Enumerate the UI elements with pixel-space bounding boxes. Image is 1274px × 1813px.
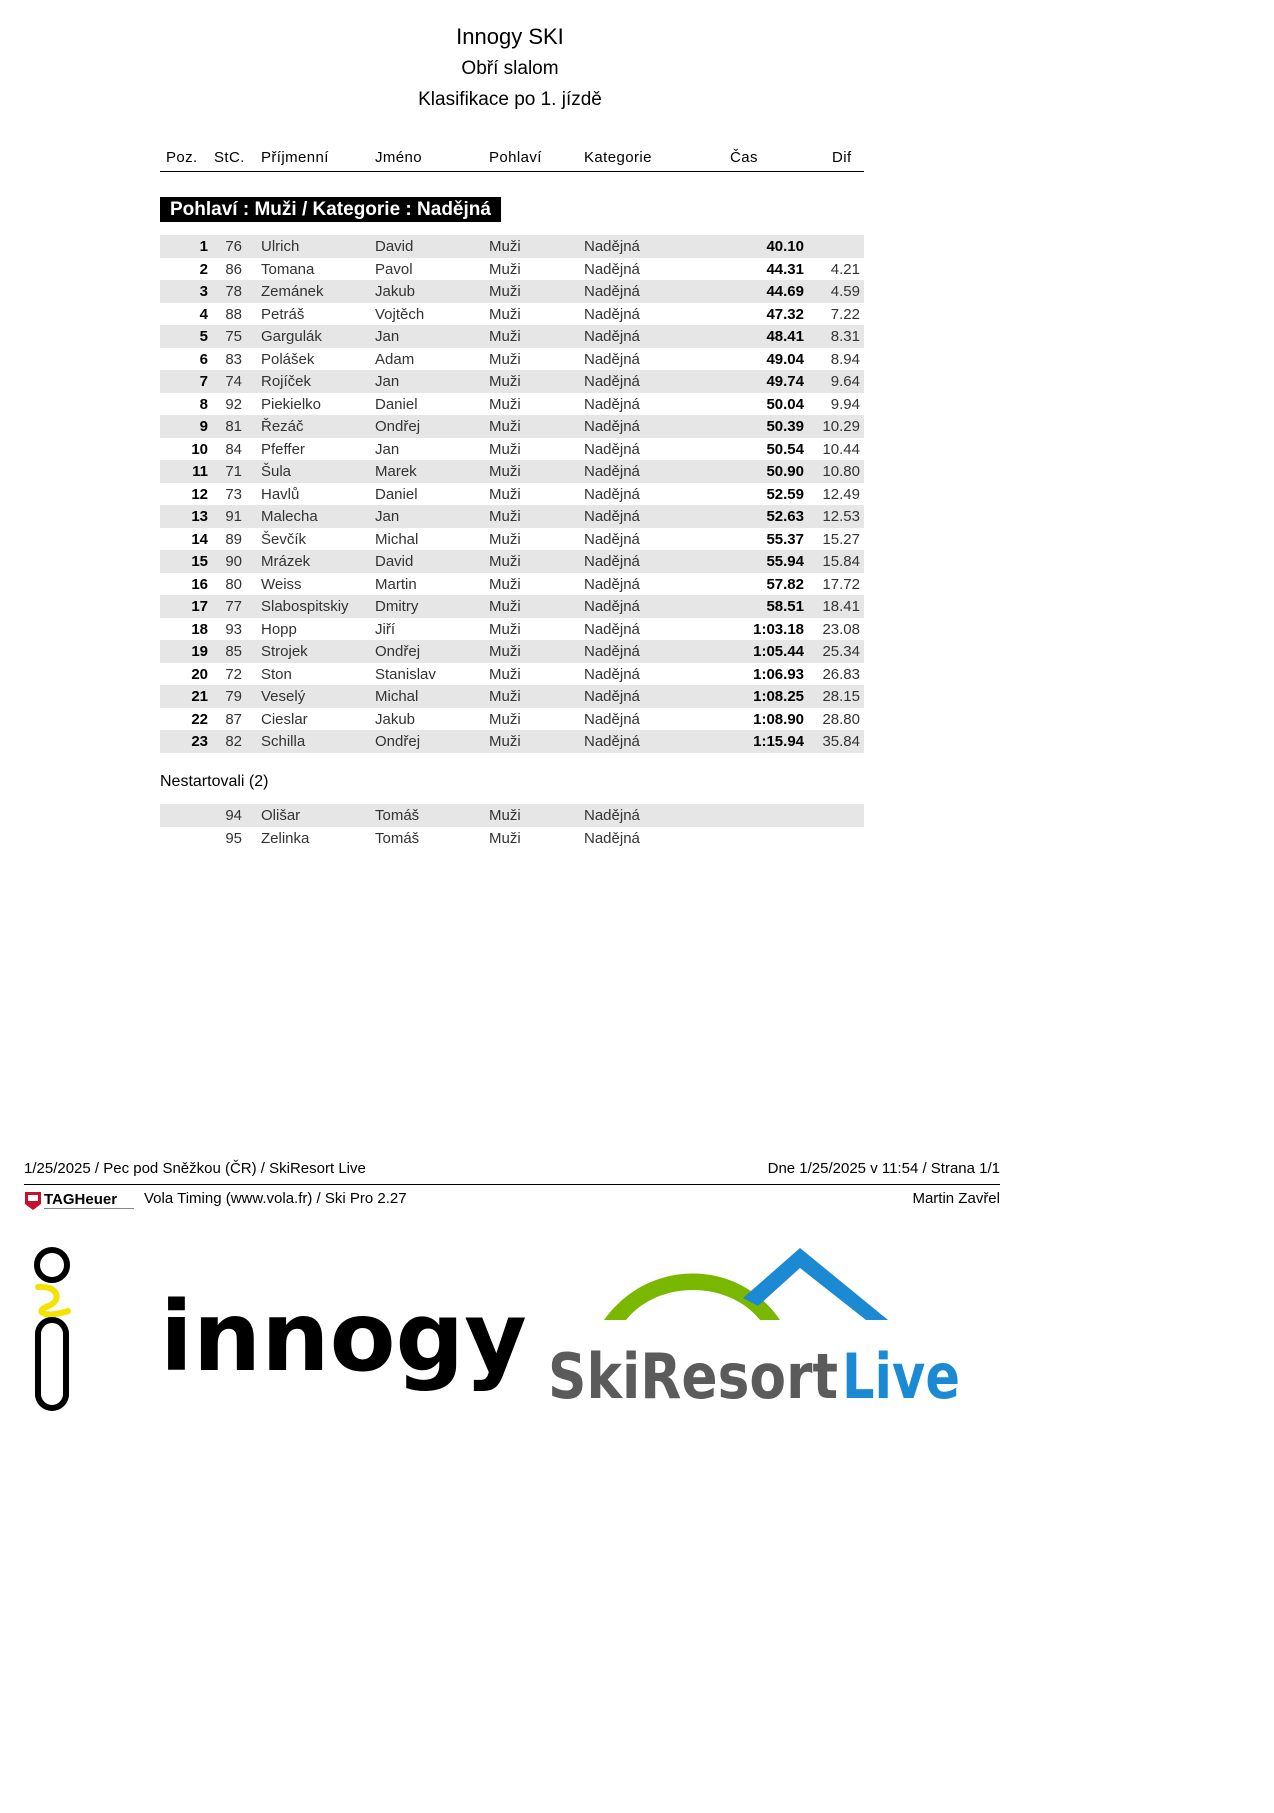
dif-cell: 4.21 [830, 260, 860, 278]
rank-cell: 14 [191, 530, 208, 548]
bib-cell: 71 [225, 463, 242, 480]
name-cell: Jakub [375, 283, 416, 300]
time-cell: 1:06.93 [753, 665, 804, 683]
bib-cell: 94 [225, 807, 242, 824]
bib-cell: 75 [225, 328, 242, 345]
dif-cell: 28.80 [822, 710, 860, 728]
bib-cell: 89 [225, 530, 242, 548]
sex-cell: Muži [489, 463, 521, 480]
name-cell: Daniel [375, 485, 418, 503]
bib-cell: 93 [225, 620, 242, 638]
results-table [160, 235, 864, 753]
name-cell: Stanislav [375, 665, 436, 683]
table-row [160, 618, 864, 641]
dif-cell: 26.83 [822, 665, 860, 683]
surname-cell: Ulrich [261, 238, 300, 255]
rank-cell: 6 [199, 350, 208, 368]
rank-cell: 15 [191, 553, 208, 570]
surname-cell: Schilla [261, 733, 306, 750]
time-cell: 57.82 [766, 575, 804, 593]
footer-author: Martin Zavřel [912, 1190, 1000, 1207]
rank-cell: 22 [191, 710, 208, 728]
table-header-row [160, 145, 864, 172]
rank-cell: 2 [199, 260, 208, 278]
dif-cell: 10.44 [822, 440, 860, 458]
rank-cell: 13 [191, 508, 208, 525]
col-poz-header: Poz. [166, 149, 198, 166]
rank-cell: 17 [191, 598, 208, 615]
category-cell: Nadějná [584, 283, 640, 300]
sex-cell: Muži [489, 829, 521, 847]
surname-cell: Tomana [261, 260, 315, 278]
bib-cell: 79 [225, 688, 242, 705]
dif-cell: 15.84 [822, 553, 860, 570]
time-cell: 55.37 [766, 530, 804, 548]
skiresort-wordmark: SkiResort [548, 1340, 838, 1413]
name-cell: Marek [375, 463, 417, 480]
name-cell: Tomáš [375, 829, 420, 847]
tag-logo-text: TAGHeuer [44, 1191, 118, 1208]
time-cell: 52.63 [766, 508, 804, 525]
bib-cell: 77 [225, 598, 242, 615]
category-cell: Nadějná [584, 463, 640, 480]
surname-cell: Slabospitskiy [261, 598, 349, 615]
name-cell: Daniel [375, 395, 418, 413]
name-cell: Dmitry [375, 598, 419, 615]
sex-cell: Muži [489, 733, 521, 750]
name-cell: Michal [375, 688, 419, 705]
name-cell: Jiří [375, 620, 395, 638]
surname-cell: Gargulák [261, 328, 322, 345]
bib-cell: 74 [225, 373, 242, 390]
bib-cell: 84 [225, 440, 242, 458]
category-cell: Nadějná [584, 305, 640, 323]
rank-cell: 3 [199, 283, 208, 300]
rank-cell: 1 [199, 238, 208, 255]
table-row [160, 708, 864, 731]
bib-cell: 91 [225, 508, 242, 525]
time-cell: 1:15.94 [753, 733, 804, 750]
col-sex-header: Pohlaví [489, 149, 542, 166]
name-cell: Vojtěch [375, 305, 425, 323]
dif-cell: 9.64 [830, 373, 860, 390]
footer-timing: Vola Timing (www.vola.fr) / Ski Pro 2.27 [144, 1190, 407, 1207]
col-surname-header: Příjmenní [261, 149, 329, 166]
name-cell: Michal [375, 530, 419, 548]
rank-cell: 21 [191, 688, 208, 705]
event-title: Innogy SKI [456, 24, 564, 49]
time-cell: 50.39 [766, 418, 804, 435]
name-cell: Jan [375, 440, 400, 458]
sex-cell: Muži [489, 328, 521, 345]
category-cell: Nadějná [584, 260, 640, 278]
sex-cell: Muži [489, 440, 521, 458]
surname-cell: Ston [261, 665, 292, 683]
table-row [160, 280, 864, 303]
table-row [160, 685, 864, 708]
bib-cell: 87 [225, 710, 242, 728]
bib-cell: 83 [225, 350, 242, 368]
surname-cell: Malecha [261, 508, 318, 525]
surname-cell: Strojek [261, 643, 308, 660]
time-cell: 44.69 [766, 283, 804, 300]
category-cell: Nadějná [584, 328, 640, 345]
sex-cell: Muži [489, 807, 521, 824]
table-row [160, 370, 864, 393]
col-name-header: Jméno [375, 149, 423, 166]
sex-cell: Muži [489, 260, 521, 278]
rank-cell: 5 [199, 328, 208, 345]
category-cell: Nadějná [584, 530, 640, 548]
name-cell: Martin [375, 575, 417, 593]
dif-cell: 8.94 [830, 350, 860, 368]
dns-table [160, 804, 864, 849]
sex-cell: Muži [489, 485, 521, 503]
category-cell: Nadějná [584, 598, 640, 615]
col-stc-header: StC. [214, 149, 245, 166]
sex-cell: Muži [489, 530, 521, 548]
footer-page-info: Dne 1/25/2025 v 11:54 / Strana 1/1 [767, 1160, 1000, 1177]
category-cell: Nadějná [584, 350, 640, 368]
category-cell: Nadějná [584, 807, 640, 824]
rank-cell: 12 [191, 485, 208, 503]
table-row [160, 595, 864, 618]
surname-cell: Pfeffer [261, 440, 305, 458]
rank-cell: 10 [191, 440, 208, 458]
dif-cell: 18.41 [822, 598, 860, 615]
table-row [160, 505, 864, 528]
table-row [160, 730, 864, 753]
time-cell: 40.10 [766, 238, 804, 255]
time-cell: 55.94 [766, 553, 804, 570]
dif-cell: 10.29 [822, 418, 860, 435]
name-cell: Ondřej [375, 418, 421, 435]
time-cell: 52.59 [766, 485, 804, 503]
bib-cell: 80 [225, 575, 242, 593]
table-row [160, 460, 864, 483]
time-cell: 48.41 [766, 328, 804, 345]
sex-cell: Muži [489, 395, 521, 413]
table-row [160, 573, 864, 596]
footer-divider [24, 1184, 1000, 1185]
col-time-header: Čas [730, 149, 758, 166]
results-header [160, 145, 864, 172]
bib-cell: 95 [225, 829, 242, 847]
sex-cell: Muži [489, 283, 521, 300]
sex-cell: Muži [489, 575, 521, 593]
bib-cell: 78 [225, 283, 242, 300]
sex-cell: Muži [489, 710, 521, 728]
dns-row [160, 804, 864, 827]
dif-cell: 23.08 [822, 620, 860, 638]
surname-cell: Hopp [261, 620, 297, 638]
table-row [160, 235, 864, 258]
category-cell: Nadějná [584, 440, 640, 458]
bib-cell: 73 [225, 485, 242, 503]
name-cell: Jan [375, 508, 400, 525]
sex-cell: Muži [489, 620, 521, 638]
time-cell: 1:08.90 [753, 710, 804, 728]
dif-cell: 25.34 [822, 643, 860, 660]
surname-cell: Petráš [261, 305, 305, 323]
category-cell: Nadějná [584, 620, 640, 638]
time-cell: 49.74 [766, 373, 804, 390]
table-row [160, 663, 864, 686]
surname-cell: Rojíček [261, 373, 312, 390]
table-row [160, 550, 864, 573]
dif-cell: 8.31 [830, 328, 860, 345]
surname-cell: Havlů [261, 485, 300, 503]
time-cell: 50.04 [766, 395, 804, 413]
sex-cell: Muži [489, 665, 521, 683]
surname-cell: Zelinka [261, 829, 310, 847]
surname-cell: Zemánek [261, 283, 324, 300]
tagheuer-logo-icon [24, 1189, 136, 1213]
table-row [160, 483, 864, 506]
bib-cell: 82 [225, 733, 242, 750]
rank-cell: 18 [191, 620, 208, 638]
table-row [160, 415, 864, 438]
rank-cell: 23 [191, 733, 208, 750]
dif-cell: 12.49 [822, 485, 860, 503]
name-cell: Jakub [375, 710, 416, 728]
bib-cell: 88 [225, 305, 242, 323]
dif-cell: 9.94 [830, 395, 860, 413]
category-cell: Nadějná [584, 643, 640, 660]
table-row [160, 393, 864, 416]
col-dif-header: Dif [832, 149, 852, 166]
bib-cell: 72 [225, 665, 242, 683]
table-row [160, 640, 864, 663]
table-row [160, 258, 864, 281]
surname-cell: Ševčík [261, 530, 307, 548]
surname-cell: Olišar [261, 807, 301, 824]
table-row [160, 528, 864, 551]
name-cell: Pavol [375, 260, 413, 278]
dif-cell: 10.80 [822, 463, 860, 480]
surname-cell: Mrázek [261, 553, 311, 570]
time-cell: 44.31 [766, 260, 804, 278]
rank-cell: 9 [199, 418, 208, 435]
sex-cell: Muži [489, 238, 521, 255]
rank-cell: 4 [199, 305, 208, 323]
sex-cell: Muži [489, 508, 521, 525]
name-cell: Jan [375, 373, 400, 390]
category-cell: Nadějná [584, 710, 640, 728]
dif-cell: 28.15 [822, 688, 860, 705]
time-cell: 1:08.25 [753, 688, 804, 705]
sex-cell: Muži [489, 598, 521, 615]
surname-cell: Polášek [261, 350, 315, 368]
table-row [160, 348, 864, 371]
dif-cell: 17.72 [822, 575, 860, 593]
table-row [160, 438, 864, 461]
dns-title: Nestartovali (2) [160, 773, 269, 790]
bib-cell: 81 [225, 418, 242, 435]
surname-cell: Řezáč [261, 418, 304, 435]
time-cell: 58.51 [766, 598, 804, 615]
live-wordmark: Live [842, 1340, 960, 1413]
bib-cell: 85 [225, 643, 242, 660]
category-cell: Nadějná [584, 733, 640, 750]
category-cell: Nadějná [584, 665, 640, 683]
bib-cell: 76 [225, 238, 242, 255]
time-cell: 50.54 [766, 440, 804, 458]
dns-row [160, 827, 864, 850]
rank-cell: 11 [192, 463, 208, 480]
sex-cell: Muži [489, 553, 521, 570]
name-cell: Ondřej [375, 733, 421, 750]
bib-cell: 86 [225, 260, 242, 278]
time-cell: 1:05.44 [753, 643, 804, 660]
classification-title: Klasifikace po 1. jízdě [418, 89, 602, 110]
sex-cell: Muži [489, 305, 521, 323]
col-category-header: Kategorie [584, 149, 652, 166]
name-cell: David [375, 553, 414, 570]
sex-cell: Muži [489, 643, 521, 660]
category-cell: Nadějná [584, 238, 640, 255]
rank-cell: 8 [199, 395, 208, 413]
surname-cell: Piekielko [261, 395, 322, 413]
category-cell: Nadějná [584, 688, 640, 705]
category-cell: Nadějná [584, 395, 640, 413]
time-cell: 49.04 [766, 350, 804, 368]
category-cell: Nadějná [584, 485, 640, 503]
innogy-logo [28, 1245, 527, 1415]
surname-cell: Weiss [261, 575, 302, 593]
table-row [160, 303, 864, 326]
dif-cell: 35.84 [822, 733, 860, 750]
sex-cell: Muži [489, 418, 521, 435]
name-cell: Ondřej [375, 643, 421, 660]
sex-cell: Muži [489, 688, 521, 705]
time-cell: 1:03.18 [753, 620, 804, 638]
name-cell: David [375, 238, 414, 255]
category-cell: Nadějná [584, 829, 640, 847]
sex-cell: Muži [489, 350, 521, 368]
bib-cell: 90 [225, 553, 242, 570]
rank-cell: 19 [191, 643, 208, 660]
rank-cell: 20 [191, 665, 208, 683]
category-cell: Nadějná [584, 508, 640, 525]
category-cell: Nadějná [584, 553, 640, 570]
category-cell: Nadějná [584, 418, 640, 435]
dif-cell: 4.59 [830, 283, 860, 300]
innogy-wordmark: innogy [160, 1281, 527, 1393]
surname-cell: Cieslar [261, 710, 308, 728]
rank-cell: 16 [191, 575, 208, 593]
name-cell: Tomáš [375, 807, 420, 824]
dif-cell: 12.53 [822, 508, 860, 525]
name-cell: Jan [375, 328, 400, 345]
dif-cell: 15.27 [822, 530, 860, 548]
bib-cell: 92 [225, 395, 242, 413]
discipline-title: Obří slalom [461, 58, 559, 79]
name-cell: Adam [375, 350, 415, 368]
category-cell: Nadějná [584, 575, 640, 593]
skiresort-live-logo [548, 1248, 968, 1413]
footer-date-location: 1/25/2025 / Pec pod Sněžkou (ČR) / SkiResort Live [24, 1160, 366, 1177]
sex-cell: Muži [489, 373, 521, 390]
table-row [160, 325, 864, 348]
dif-cell: 7.22 [830, 305, 860, 323]
time-cell: 47.32 [766, 305, 804, 323]
category-cell: Nadějná [584, 373, 640, 390]
time-cell: 50.90 [766, 463, 804, 480]
rank-cell: 7 [199, 373, 208, 390]
surname-cell: Veselý [261, 688, 306, 705]
surname-cell: Šula [261, 463, 292, 480]
group-banner: Pohlaví : Muži / Kategorie : Nadějná [160, 197, 501, 222]
